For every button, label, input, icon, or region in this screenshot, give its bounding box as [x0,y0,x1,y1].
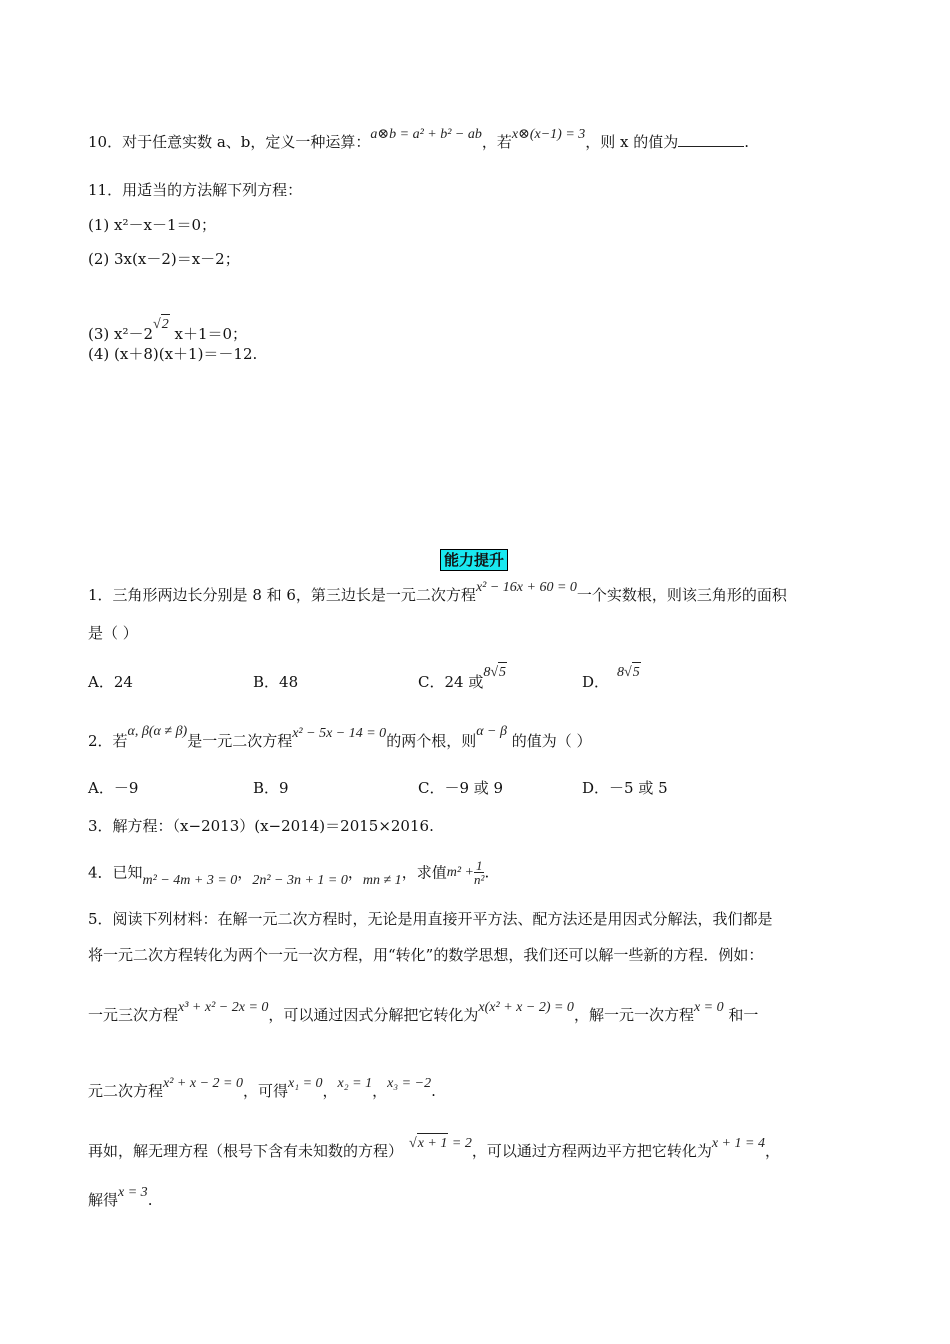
radical-sign-icon: √ [409,1136,417,1151]
p5-quadratic-equation: x² + x − 2 = 0 [163,1076,243,1091]
p5-line-3-b: ，可以通过因式分解把它转化为 [268,1006,479,1024]
p1-option-d-formula [617,665,641,680]
p5-line-2: 将一元二次方程转化为两个一元一次方程，用“转化”的数学思想，我们还可以解一些新的方程．例如： [88,946,764,964]
p2-option-d[interactable]: D．－5 或 5 [582,779,668,797]
p4-separator: ， [347,863,363,882]
p1-stem-b: 一个实数根，则该三角形的面积 [576,586,787,604]
p5-line-3 [88,1000,759,1027]
p5-squared-equation: x + 1 = 4 [711,1136,765,1151]
p1-equation: x² − 16x + 60 = 0 [475,580,577,595]
p5-line-4-end: . [431,1082,436,1100]
p5-line-3-c: ，解一元一次方程 [573,1006,694,1024]
q10-end: . [744,133,750,151]
p5-cubic-equation: x³ + x² − 2x = 0 [178,1000,269,1015]
p5-line-6-a: 解得 [88,1191,119,1209]
q11-part-3-a: (3) x²－2 [88,325,154,343]
q11-part-4: (4) (x＋8)(x＋1)＝－12. [88,345,258,363]
p2-b: 是一元二次方程 [187,732,293,750]
p3-stem: 3．解方程：（x−2013）(x−2014)＝2015×2016. [88,817,434,835]
radical-sign-icon: √ [624,665,632,680]
p5-line-5-a: 再如，解无理方程（根号下含有未知数的方程） [88,1142,404,1160]
p5-line-4-b: ，可得 [242,1082,288,1100]
p1-stem-a: 1．三角形两边长分别是 8 和 6，第三边长是一元二次方程 [88,586,476,604]
p4-a: 4．已知 [88,863,143,882]
p5-root-x1: x₁ = 0 [288,1076,323,1091]
q10-prefix: 10．对于任意实数 a、b，定义一种运算： [88,133,371,151]
q11-part-3-sqrt [153,317,170,332]
p4-stem [88,858,490,888]
p5-root-x2: x₂ = 1 [337,1076,373,1091]
p4-equation-1: m² − 4m + 3 = 0 [142,872,238,888]
p5-line-3-d: 和一 [728,1006,759,1024]
p2-equation: x² − 5x − 14 = 0 [292,726,387,741]
p1-option-a[interactable]: A．24 [88,673,133,691]
p1-option-d[interactable] [582,665,641,694]
p2-roots-formula: α, β(α ≠ β) [127,724,188,739]
p5-line-6 [88,1185,153,1212]
answer-blank[interactable] [678,146,744,147]
p2-option-b[interactable]: B．9 [253,779,289,797]
p5-solution: x = 3 [118,1185,148,1200]
q11-part-2: (2) 3x(x－2)＝x－2； [88,250,240,268]
p2-stem [88,724,592,753]
p1-option-d-coef: 8 [617,665,625,680]
p4-target-expression [446,858,485,887]
p1-option-c-radicand: 5 [498,662,507,683]
q10-mid: ，若 [481,133,512,151]
p4-separator: ， [401,863,417,882]
p4-condition: mn ≠ 1 [362,872,402,888]
radical-sign-icon: √ [153,317,161,332]
p2-c: 的两个根，则 [386,732,477,750]
p4-fraction-denominator: n² [474,872,485,887]
p2-option-a[interactable]: A．－9 [88,779,139,797]
p4-fraction [474,859,485,886]
question-10 [88,127,750,154]
p2-d: 的值为（ ） [511,732,592,750]
p5-line-3-a: 一元三次方程 [88,1006,179,1024]
p2-a: 2．若 [88,732,128,750]
p4-target: m² + [446,864,474,880]
p5-line-6-end: . [147,1191,153,1209]
q10-suffix: ，则 x 的值为 [585,133,679,151]
q11-stem: 11．用适当的方法解下列方程： [88,181,303,199]
p1-option-c-formula [483,665,507,680]
p5-line-4: 元二次方程x² + x − 2 = 0，可得x₁ = 0，x₂ = 1，x₃ = −2. [88,1076,436,1100]
p5-line-5-b: ，可以通过方程两边平方把它转化为 [471,1142,712,1160]
p1-option-d-text: D． [582,673,610,691]
radical-sign-icon: √ [490,665,499,680]
p4-b: 求值 [416,863,447,882]
q11-part-3-radicand: 2 [161,314,170,335]
p5-factored-equation: x(x² + x − 2) = 0 [478,1000,574,1015]
p1-option-c[interactable] [418,665,507,694]
q10-condition-formula: x⊗(x−1) = 3 [511,127,586,142]
p5-irrational-tail: = 2 [451,1136,472,1151]
p4-equation-2: 2n² − 3n + 1 = 0 [252,872,348,888]
q11-part-3-b: x＋1＝0； [174,325,248,343]
p4-fraction-numerator: 1 [475,858,483,873]
p1-option-b[interactable]: B．48 [253,673,299,691]
p1-option-d-radicand: 5 [632,662,641,683]
p5-irrational-equation [409,1136,472,1151]
p5-line-5-c: ， [764,1142,780,1160]
p5-line-5 [88,1136,780,1163]
p1-stem-line2: 是（ ） [88,624,138,642]
q11-part-3 [88,317,248,346]
p2-option-c[interactable]: C．－9 或 9 [418,779,504,797]
p5-line-1: 5．阅读下列材料：在解一元二次方程时，无论是用直接开平方法、配方法还是用因式分解法，我们都是 [88,910,773,928]
p2-expression: α − β [476,724,507,739]
p4-separator: ， [237,863,253,882]
p5-linear-equation: x = 0 [693,1000,724,1015]
q11-part-1: (1) x²－x－1＝0； [88,216,217,234]
p1-option-c-text: C．24 或 [418,673,484,691]
p5-root-x3: x₃ = −2 [387,1076,432,1091]
p5-irrational-radicand: x + 1 [417,1133,449,1154]
section-title: 能力提升 [440,549,508,571]
p1-option-c-coef: 8 [483,665,491,680]
p1-stem-line1 [88,580,787,607]
p5-line-4-a: 元二次方程 [88,1082,164,1100]
p4-end: . [484,863,490,882]
q10-definition-formula: a⊗b = a² + b² − ab [370,127,482,142]
